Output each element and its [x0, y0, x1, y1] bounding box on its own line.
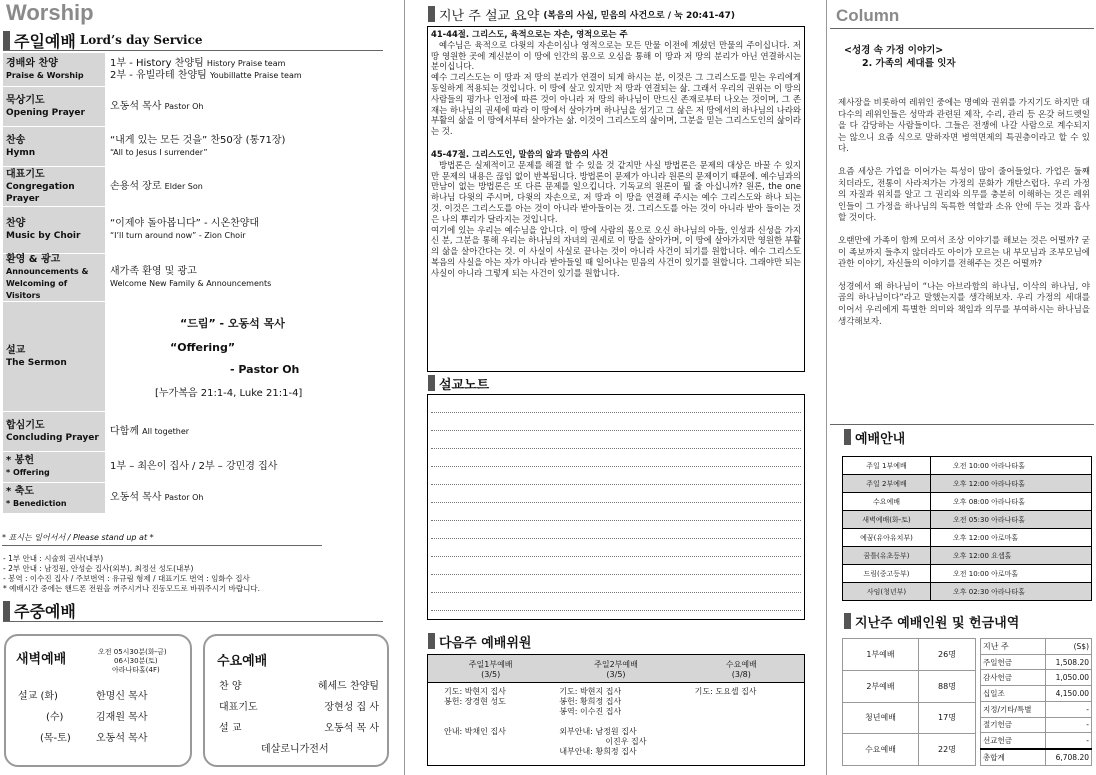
- schedule-row: 주일 1부예배 오전 10:00 아라나타홀: [843, 457, 1092, 475]
- schedule-row: 예꿈(유아유치부) 오후 12:00 아로마홀: [843, 529, 1092, 547]
- offering-row: 주일헌금 1,508.20: [981, 654, 1092, 670]
- note-line: * 예배시간 중에는 핸드폰 전원을 꺼주시거나 진동모드로 바꿔주시기 바랍니다.: [3, 584, 261, 593]
- program-list: [3, 53, 383, 514]
- summary-p1-head: 41-44절. 그리스도, 육적으로는 자손, 영적으로는 주: [431, 29, 628, 39]
- program-row: 합심기도 Concluding Prayer 다함께 All together: [3, 412, 383, 452]
- dawn-time: 오전 05시30분(화-금) 06시30분(토) 아라나타홀(4F): [98, 648, 167, 674]
- attendance-row: 1부예배 26명: [843, 639, 976, 671]
- column-body: 제사장을 비롯하여 레위인 중에는 명예와 권위를 가지기도 하지만 대다수의 레위인들은 성막과 관련된 제작, 수리, 관리 등 온갖 허드렛일을 다 감당하는 사람들이다. 그들은 전쟁에 나갈 사람으로 계수되지는 않으니 요즘 식으로 말하자면 병역면제의 특권층이라고 할 수 있다. 요즘 세상은 가업을 이어가는 특성이 많이 줄어들었다. 가업은 둘째 치더라도, 전통이 사라져가는 가정의 문화가 개탄스럽다. 우리 가정의 자질과 위치를 알고 그 권리와 의무를 충분히 이해하는 것은 레위인들이 그 가정을 하나님의 독특한 역할과 소유 안에 두는 것과 흡사할 것이다. 오랜만에 가족이 함께 모여서 조상 이야기를 해보는 것은 어떨까? 굳이 족보까지 들추지 않더라도 아이가 모르는 내 부모님과 조부모님에 관한 이야기, 자신들의 이야기를 전해주는 것은 어떨까? 성경에서 왜 하나님이 “나는 아브라함의 하나님, 이삭의 하나님, 야곱의 하나님이다”라고 말했는지를 생각해보자. 우리 가정의 세대를 이어서 우리에게 특별한 의미와 책임과 의무를 부여하시는 하나님을 생각해보자.: [838, 98, 1090, 327]
- attendance-table: [842, 638, 976, 766]
- program-row: 찬송 Hymn “내게 있는 모든 것을” 찬50장 (통71장) “All to Jesus I surrender”: [3, 127, 383, 167]
- offering-row: 총합계 6,708.20: [981, 749, 1092, 765]
- schedule-row: 새벽예배(화-토) 오전 05:30 아라나타홀: [843, 511, 1092, 529]
- middle-column: [420, 0, 810, 775]
- schedule-row: 꿈틀(유초등부) 오후 12:00 요셉홀: [843, 547, 1092, 565]
- offering-row: 십일조 4,150.00: [981, 686, 1092, 702]
- note-line: - 봉역 : 이수진 집사 / 주보번역 : 유규림 형제 / 대표기도 번역 : 임화수 집사: [3, 574, 250, 583]
- sermon-summary-heading: 지난 주 설교 요약 (복음의 사실, 믿음의 사건으로 / 눅 20:41-47): [428, 5, 735, 23]
- weekday-heading: 주중예배: [3, 600, 383, 622]
- schedule-row: 수요예배 오후 08:00 아라나타홀: [843, 493, 1092, 511]
- program-row: 대표기도 Congregation Prayer 손용석 장로 Elder Son: [3, 167, 383, 207]
- summary-p2: 방법론은 실제적이고 문제를 해결 할 수 있을 것 같지만 사실 방법론은 문제의 대상은 바꿀 수 있지만 문제의 내용은 끊임 없이 반복됩니다. 방법론이 문제가 아니라 원론의 문제이기 때문에. 예수님과의 만남이 없는 방법론은 또 다른 문제를 일으킵니다. 기독교의 원론이 뭘 줄 아십니까? 원론, the one 하나님 다윗의 주시며, 다윗의 자손으로, 저 땅과 이 땅을 연결해 주시는 예수 그리스도와 하나 되는 것. 이것은 그리스도를 아는 것이 아니라 받아들이는 것. 그리스도를 아는 것이 아니라 받아 들이는 것은 나의 뿌리가 달라지는 것입니다. 여기에 있는 우리는 예수님을 압니다. 이 땅에 사람의 몸으로 오신 하나님의 아들, 인성과 신성을 가지신 분, 그분을 통해 우리는 하나님의 자녀의 권세로 이 땅을 살아가며, 이 땅에 살아가지만 영원한 부활의 삶을 살아간다는 것. 이 사실이 사실로 끝나는 것이 아니라 사건이 되기를 원합니다. 예수 그리스도 복음의 사실을 아는 자가 아니라 받아들일 때 일어나는 믿음의 사건이 있기를 원합니다. 그래야만 되는 사실이 아니라 그렇게 되는 사건이 있기를 원합니다.: [431, 159, 801, 278]
- lords-day-heading: 주일예배 Lord’s day Service: [3, 30, 383, 51]
- program-row: 찬양 Music by Choir “이제야 돌아봅니다” - 시온찬양대 “I’ll turn around now” - Zion Choir: [3, 207, 383, 254]
- sermon-notes-heading: 설교노트: [428, 374, 489, 392]
- left-column: [0, 0, 395, 775]
- column-title: Column: [836, 6, 900, 25]
- dawn-service-box: 새벽예배 오전 05시30분(화-금) 06시30분(토) 아라나타홀(4F) 설교 (화) 한명신 목사 (수) 김재원 목사 (목-토) 오동석 목사: [4, 634, 192, 767]
- schedule-row: 드림(중고등부) 오전 10:00 아로마홀: [843, 565, 1092, 583]
- column-heading: <성경 속 가정 이야기> 2. 가족의 세대를 잇자: [844, 45, 956, 69]
- attendance-row: 2부예배 88명: [843, 670, 976, 702]
- note-line: - 2부 안내 : 남정원, 안성순 집사(외부), 최정선 성도(내부): [3, 564, 194, 573]
- attendance-heading: 지난주 예배인원 및 헌금내역: [844, 612, 1019, 630]
- dawn-title: 새벽예배: [16, 652, 67, 667]
- offering-table: [980, 638, 1092, 766]
- next-week-heading: 다음주 예배위원: [428, 632, 531, 650]
- next-week-table: 주일1부예배 (3/5) 주일2부예배 (3/5) 수요예배 (3/8) 기도: 박현지 집사 봉헌: 장경현 성도 안내: 박채인 집사 기도: 박현지 집사 봉헌: 황희정 집사 봉역: 이수진 집사 외부안내: 남정원 집사 이진우 집사 내부안내: 황희정 집사 기도: 도요셉 집사: [427, 654, 805, 766]
- offering-row: 감사헌금 1,050.00: [981, 670, 1092, 686]
- sermon-notes-area[interactable]: [427, 394, 805, 620]
- schedule-table: [842, 456, 1092, 601]
- program-row: 경배와 찬양 Praise & Worship 1부 - History 찬양팀 History Praise team 2부 - 유빌라테 찬양팀 Youbillatte Praise team: [3, 53, 383, 87]
- stand-note: * 표시는 일어서서 / Please stand up at *: [2, 532, 322, 546]
- service-notes: [3, 554, 388, 594]
- schedule-row: 주일 2부예배 오후 12:00 아라나타홀: [843, 475, 1092, 493]
- summary-p1: 예수님은 육적으로 다윗의 자손이심나 영적으로는 모든 만물 이전에 계셨던 만물의 주이십니다. 저 땅 영원한 곳에 계신분이 이 땅에 인간의 몸으로 오심을 통해 이 땅과 저 땅의 분리가 아닌 연결하시는 분이십니다. 예수 그리스도는 이 땅과 저 땅의 분리가 연결이 되게 하시는 분, 이것은 그 그리스도를 믿는 우리에게 동일하게 적용되는 것입니다. 이 땅에 살고 있지만 저 땅과 연결되는 삶. 그래서 우리의 권위는 이 땅의 사람들의 평가나 인정에 따른 것이 아니라 저 땅의 하나님이 만드신 존재로부터 나오는 것이며, 그 존재는 하나님의 권세에 따라 이 땅에서 살아가며 하나님을 섬기고 그 삶은 저 땅에서의 하나님의 나라와 부활의 삶을 이 땅에서부터 살아가는 삶. 이것이 그리스도의 삶이며, 그분을 믿는 그리스도인의 삶이라는 것.: [431, 39, 801, 137]
- program-row: 묵상기도 Opening Prayer 오동석 목사 Pastor Oh: [3, 87, 383, 127]
- schedule-heading: 예배안내: [844, 428, 905, 446]
- wed-title: 수요예배: [217, 654, 268, 669]
- wed-service-box: 수요예배 찬 양 헤세드 찬양팀 대표기도 장현성 집 사 설 교 오동석 목 사 데살로니가전서: [203, 634, 389, 767]
- offering-row: 절기헌금 -: [981, 717, 1092, 733]
- offering-row: 선교헌금 -: [981, 733, 1092, 749]
- sermon-title: “드림” - 오동석 목사: [180, 317, 285, 330]
- program-row: * 봉헌 * Offering 1부 – 최은이 집사 / 2부 – 강민경 집사: [3, 452, 383, 483]
- sermon-summary-box: [427, 26, 805, 372]
- schedule-row: 사임(청년부) 오후 02:30 아라나타홀: [843, 583, 1092, 601]
- attendance-row: 청년예배 17명: [843, 702, 976, 734]
- program-row: * 축도 * Benediction 오동석 목사 Pastor Oh: [3, 483, 383, 514]
- summary-p2-head: 45-47절. 그리스도인, 말씀의 앎과 말씀의 사건: [431, 148, 609, 159]
- sermon-title-en: “Offering”: [170, 341, 236, 354]
- right-column: [830, 0, 1096, 775]
- note-line: - 1부 안내 : 시술희 권사(내부): [3, 554, 104, 563]
- offering-row: 지정/기타/특별 -: [981, 701, 1092, 717]
- program-row: 환영 & 광고 Announcements & Welcoming of Visitors 새가족 환영 및 광고 Welcome New Family & Announcements: [3, 254, 383, 302]
- sermon-pastor: - Pastor Oh: [230, 363, 300, 376]
- attendance-row: 수요예배 22명: [843, 734, 976, 766]
- sermon-row: 설교 The Sermon “드림” - 오동석 목사 “Offering” - Pastor Oh [누가복음 21:1-4, Luke 21:1-4]: [3, 302, 383, 412]
- sermon-reference: [누가복음 21:1-4, Luke 21:1-4]: [155, 388, 303, 399]
- worship-title: Worship: [6, 0, 94, 25]
- offering-header: 지난 주 (S$): [981, 639, 1092, 655]
